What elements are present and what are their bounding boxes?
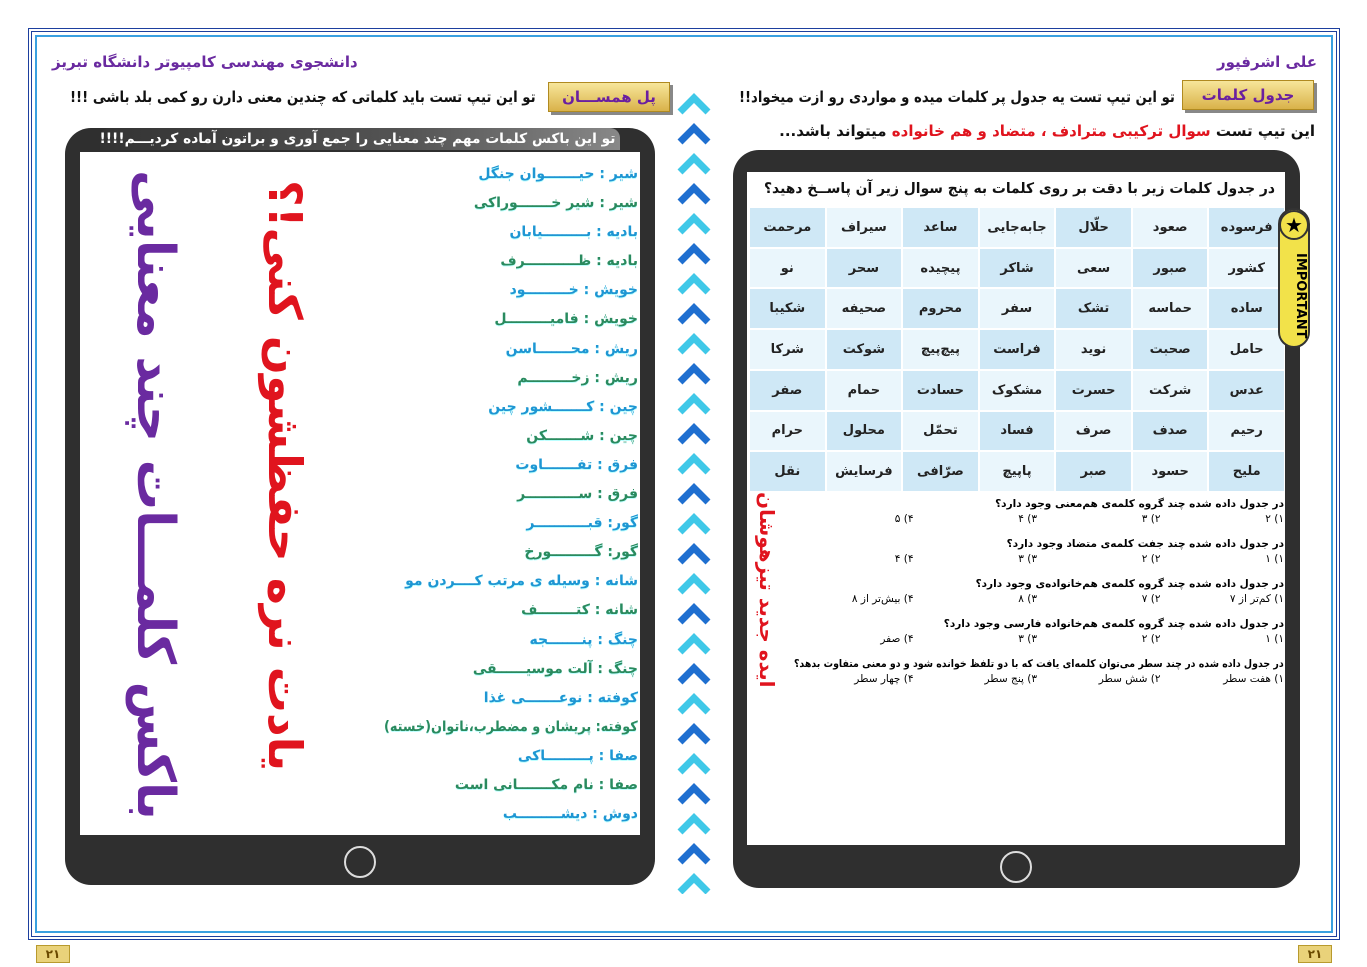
word-item-text: فرق : ســـــــــــر bbox=[517, 486, 638, 503]
left-header: دانشجوی مهندسی کامپیوتر دانشگاه تبریز bbox=[52, 53, 358, 71]
word-item-text: صفا : نام مکـــــــانی است bbox=[454, 776, 638, 793]
line2-c: میتواند باشد... bbox=[779, 122, 892, 140]
word-item bbox=[380, 544, 638, 573]
word-item-text: بادیه : ظـــــــــــرف bbox=[500, 253, 638, 270]
table-cell: مرحمت bbox=[750, 208, 825, 247]
word-item bbox=[380, 341, 638, 370]
answer-options bbox=[790, 592, 1284, 618]
table-cell: ملیح bbox=[1209, 452, 1284, 491]
chevron-up-icon bbox=[680, 698, 708, 712]
right-banner: جدول کلمات bbox=[1182, 80, 1314, 110]
answer-option[interactable]: ۲) ۳ bbox=[1141, 513, 1161, 525]
chevron-up-icon bbox=[680, 158, 708, 172]
page-number-left: ۲۱ bbox=[36, 945, 70, 963]
word-item bbox=[380, 486, 638, 515]
table-cell: حرام bbox=[750, 412, 825, 451]
chevron-up-icon bbox=[680, 488, 708, 502]
important-badge: IMPORTANT bbox=[1278, 208, 1310, 348]
answer-option[interactable]: ۳) ۸ bbox=[1018, 593, 1037, 605]
star-icon: ★ bbox=[1279, 210, 1309, 240]
left-intro-text: تو این تیپ تست باید کلماتی که چندین معنی دارن رو کمی بلد باشی !!! bbox=[70, 88, 536, 106]
word-item bbox=[380, 311, 638, 340]
answer-options bbox=[790, 552, 1284, 578]
word-item bbox=[380, 428, 638, 457]
right-line2 bbox=[735, 122, 1315, 140]
table-cell: ساده bbox=[1209, 289, 1284, 328]
table-cell: پیچ‌پیچ bbox=[903, 330, 978, 369]
table-cell: فرسوده bbox=[1209, 208, 1284, 247]
word-item bbox=[380, 370, 638, 399]
table-cell: جابه‌جایی bbox=[980, 208, 1055, 247]
question-text bbox=[790, 618, 1284, 632]
answer-options bbox=[790, 632, 1284, 658]
answer-option[interactable]: ۱) هفت سطر bbox=[1223, 673, 1284, 685]
chevron-up-icon bbox=[680, 638, 708, 652]
tablet-caption bbox=[100, 128, 620, 150]
question-text bbox=[790, 658, 1284, 672]
chevron-up-icon bbox=[680, 428, 708, 442]
table-cell: فراست bbox=[980, 330, 1055, 369]
home-button bbox=[344, 846, 376, 878]
table-cell: صبور bbox=[1133, 249, 1208, 288]
tablet-caption-text: تو این باکس کلمات مهم چند معنایی را جمع آوری و براتون آماده کردیـــم!!!! bbox=[99, 131, 616, 147]
word-item-text: صفا : پـــــــــاکی bbox=[517, 747, 638, 764]
answer-options bbox=[790, 672, 1284, 698]
word-item bbox=[380, 602, 638, 631]
chevron-up-icon bbox=[680, 788, 708, 802]
word-item bbox=[380, 777, 638, 806]
word-item-text: ریش : زخـــــــــم bbox=[517, 369, 638, 386]
vertical-title-text: باکس کلمـــات چند معنایی bbox=[125, 170, 185, 820]
question-text bbox=[790, 578, 1284, 592]
right-intro bbox=[735, 88, 1175, 106]
chevron-up-icon bbox=[680, 818, 708, 832]
table-cell: رحیم bbox=[1209, 412, 1284, 451]
word-item-text: چین : شـــــــکن bbox=[526, 427, 638, 444]
chevron-up-icon bbox=[680, 608, 708, 622]
left-banner: پل همســـان bbox=[548, 82, 670, 112]
left-intro bbox=[66, 88, 536, 106]
table-cell: حسادت bbox=[903, 371, 978, 410]
chevron-up-icon bbox=[680, 728, 708, 742]
table-cell: پاپیچ bbox=[980, 452, 1055, 491]
table-cell: شرکت bbox=[1133, 371, 1208, 410]
table-cell: مشکوک bbox=[980, 371, 1055, 410]
word-item-text: چین : کـــــــشور چین bbox=[488, 398, 638, 415]
answer-option[interactable]: ۱) ۲ bbox=[1265, 513, 1284, 525]
chevron-up-icon bbox=[680, 578, 708, 592]
table-cell: صرف bbox=[1056, 412, 1131, 451]
table-cell: حمام bbox=[827, 371, 902, 410]
word-item-text: چنگ : آلت موسیــــــقی bbox=[472, 660, 638, 677]
right-intro-text: تو این تیپ تست یه جدول پر کلمات میده و مواردی رو ازت میخواد!! bbox=[739, 88, 1175, 106]
question bbox=[790, 538, 1284, 578]
question-text-inner: در جدول داده شده چند گروه کلمه‌ی هم‌خانواده‌ی وجود دارد؟ bbox=[975, 578, 1284, 590]
answer-option[interactable]: ۳) پنج سطر bbox=[984, 673, 1037, 685]
word-item bbox=[380, 719, 638, 748]
word-item bbox=[380, 632, 638, 661]
word-item bbox=[380, 253, 638, 282]
word-item-text: شانه : وسیله ی مرتب کــــردن مو bbox=[405, 573, 638, 590]
table-cell: نو bbox=[750, 249, 825, 288]
question bbox=[790, 578, 1284, 618]
table-cell: محروم bbox=[903, 289, 978, 328]
table-cell: صبر bbox=[1056, 452, 1131, 491]
answer-option[interactable]: ۲) شش سطر bbox=[1098, 673, 1161, 685]
question-text bbox=[790, 538, 1284, 552]
answer-option[interactable]: ۴) بیش‌تر از ۸ bbox=[851, 593, 914, 605]
table-cell: صرّافی bbox=[903, 452, 978, 491]
question bbox=[790, 658, 1284, 698]
table-cell: شوکت bbox=[827, 330, 902, 369]
table-cell: حلّال bbox=[1056, 208, 1131, 247]
answer-option[interactable]: ۱) کم‌تر از ۷ bbox=[1229, 593, 1284, 605]
home-button bbox=[1000, 851, 1032, 883]
table-cell: حسرت bbox=[1056, 371, 1131, 410]
question-text-inner: در جدول داده شده در چند سطر می‌توان کلمه‌ای یافت که با دو تلفظ خوانده شود و دو معنی متفاوت بدهد؟ bbox=[794, 658, 1284, 670]
right-header: علی اشرفپور bbox=[1217, 53, 1317, 71]
chevron-up-icon bbox=[680, 188, 708, 202]
word-item-text: کوفته : نوعـــــــی غذا bbox=[483, 689, 638, 706]
chevron-up-icon bbox=[680, 518, 708, 532]
table-cell: فساد bbox=[980, 412, 1055, 451]
question-text-inner: در جدول داده شده چند گروه کلمه‌ی هم‌خانواده فارسی وجود دارد؟ bbox=[943, 618, 1284, 630]
answer-option[interactable]: ۳) ۳ bbox=[1018, 553, 1037, 565]
table-cell: کشور bbox=[1209, 249, 1284, 288]
word-item bbox=[380, 457, 638, 486]
answer-option[interactable]: ۲) ۲ bbox=[1141, 553, 1161, 565]
table-cell: سیراف bbox=[827, 208, 902, 247]
chevron-up-icon bbox=[680, 848, 708, 862]
word-item bbox=[380, 515, 638, 544]
word-item-text: خویش : خـــــــــود bbox=[509, 282, 638, 299]
word-item bbox=[380, 399, 638, 428]
table-cell: عدس bbox=[1209, 371, 1284, 410]
question-text-inner: در جدول داده شده چند جفت کلمه‌ی متضاد وجود دارد؟ bbox=[1006, 538, 1284, 550]
answer-option[interactable]: ۳) ۳ bbox=[1018, 633, 1037, 645]
word-item-text: شیر : شیر خـــــــوراکی bbox=[473, 195, 638, 212]
word-item bbox=[380, 806, 638, 835]
answer-option[interactable]: ۱) ۱ bbox=[1265, 553, 1284, 565]
chevron-up-icon bbox=[680, 668, 708, 682]
chevron-up-icon bbox=[680, 128, 708, 142]
word-item bbox=[380, 690, 638, 719]
word-item-text: چنگ : پنـــــــجه bbox=[529, 631, 638, 648]
line2-highlight: سوال ترکیبی مترادف ، متضاد و هم خانواده bbox=[891, 122, 1211, 140]
chevron-up-icon bbox=[680, 218, 708, 232]
question-title-text: در جدول کلمات زیر با دقت بر روی کلمات به پنج سوال زیر آن پاســخ دهید؟ bbox=[763, 181, 1275, 197]
question bbox=[790, 618, 1284, 658]
vertical-reminder bbox=[240, 180, 330, 790]
table-cell: صحبت bbox=[1133, 330, 1208, 369]
table-cell: پیچیده bbox=[903, 249, 978, 288]
answer-option[interactable]: ۱) ۱ bbox=[1265, 633, 1284, 645]
word-item bbox=[380, 195, 638, 224]
chevron-up-icon bbox=[680, 548, 708, 562]
answer-options bbox=[790, 512, 1284, 538]
right-line2-text bbox=[779, 122, 1315, 140]
table-cell: صفر bbox=[750, 371, 825, 410]
vertical-reminder-text: یادت نره حفظشون کنی!؟ bbox=[258, 180, 312, 772]
table-cell: ساعد bbox=[903, 208, 978, 247]
table-cell: صعود bbox=[1133, 208, 1208, 247]
table-cell: حسود bbox=[1133, 452, 1208, 491]
chevron-up-icon bbox=[680, 458, 708, 472]
question-text bbox=[790, 498, 1284, 512]
word-item-text: گور: قبـــــــــــر bbox=[526, 515, 638, 532]
word-item-text: فرق : تفـــــــاوت bbox=[515, 456, 638, 473]
word-item bbox=[380, 282, 638, 311]
table-cell: تحمّل bbox=[903, 412, 978, 451]
word-item-text: کوفته: پریشان و مضطرب،ناتوان(خسته) bbox=[384, 718, 638, 735]
chevron-up-icon bbox=[680, 338, 708, 352]
word-item bbox=[380, 166, 638, 195]
table-cell: تشک bbox=[1056, 289, 1131, 328]
vertical-title bbox=[110, 170, 200, 820]
question-text-inner: در جدول داده شده چند گروه کلمه‌ی هم‌معنی وجود دارد؟ bbox=[995, 498, 1284, 510]
word-item-text: شیر : حیـــــــوان جنگل bbox=[478, 166, 638, 182]
table-cell: شاکر bbox=[980, 249, 1055, 288]
question bbox=[790, 498, 1284, 538]
word-list bbox=[380, 166, 638, 835]
table-cell: حماسه bbox=[1133, 289, 1208, 328]
table-cell: محلول bbox=[827, 412, 902, 451]
chevron-up-icon bbox=[680, 758, 708, 772]
chevron-divider bbox=[676, 84, 712, 894]
word-item bbox=[380, 573, 638, 602]
chevron-up-icon bbox=[680, 398, 708, 412]
answer-option[interactable]: ۴) ۵ bbox=[894, 513, 914, 525]
question-title bbox=[760, 181, 1275, 197]
table-cell: فرسایش bbox=[827, 452, 902, 491]
table-cell: سحر bbox=[827, 249, 902, 288]
word-item-text: گور: گـــــــــورخ bbox=[524, 544, 638, 561]
table-cell: نقل bbox=[750, 452, 825, 491]
chevron-up-icon bbox=[680, 368, 708, 382]
word-item-text: ریش : محـــــــاسن bbox=[505, 340, 638, 357]
word-item bbox=[380, 748, 638, 777]
answer-option[interactable]: ۴) ۴ bbox=[894, 553, 914, 565]
table-cell: سفر bbox=[980, 289, 1055, 328]
answer-option[interactable]: ۲) ۷ bbox=[1141, 593, 1161, 605]
answer-option[interactable]: ۴) صفر bbox=[880, 633, 914, 645]
chevron-up-icon bbox=[680, 878, 708, 892]
word-table bbox=[750, 208, 1284, 491]
table-cell: حامل bbox=[1209, 330, 1284, 369]
word-item bbox=[380, 661, 638, 690]
answer-option[interactable]: ۴) چهار سطر bbox=[854, 673, 914, 685]
table-cell: شرکا bbox=[750, 330, 825, 369]
table-cell: صحیفه bbox=[827, 289, 902, 328]
answer-option[interactable]: ۲) ۲ bbox=[1141, 633, 1161, 645]
page-number-right: ۲۱ bbox=[1298, 945, 1332, 963]
table-cell: شکیبا bbox=[750, 289, 825, 328]
word-item bbox=[380, 224, 638, 253]
word-item-text: دوش : دیشـــــــــب bbox=[502, 806, 638, 823]
side-label bbox=[750, 492, 784, 724]
word-item-text: شانه : کتــــــــف bbox=[521, 602, 638, 619]
table-cell: نوید bbox=[1056, 330, 1131, 369]
answer-option[interactable]: ۳) ۴ bbox=[1018, 513, 1037, 525]
side-label-text: ایده جدید تیزهوشان bbox=[755, 492, 779, 688]
chevron-up-icon bbox=[680, 278, 708, 292]
word-item-text: خویش : فامیـــــــــل bbox=[494, 311, 638, 328]
table-cell: صدف bbox=[1133, 412, 1208, 451]
table-cell: سعی bbox=[1056, 249, 1131, 288]
chevron-up-icon bbox=[680, 308, 708, 322]
line2-a: این تیپ تست bbox=[1210, 122, 1315, 140]
chevron-up-icon bbox=[680, 248, 708, 262]
word-item-text: بادیه : بـــــــــیابان bbox=[509, 224, 638, 241]
